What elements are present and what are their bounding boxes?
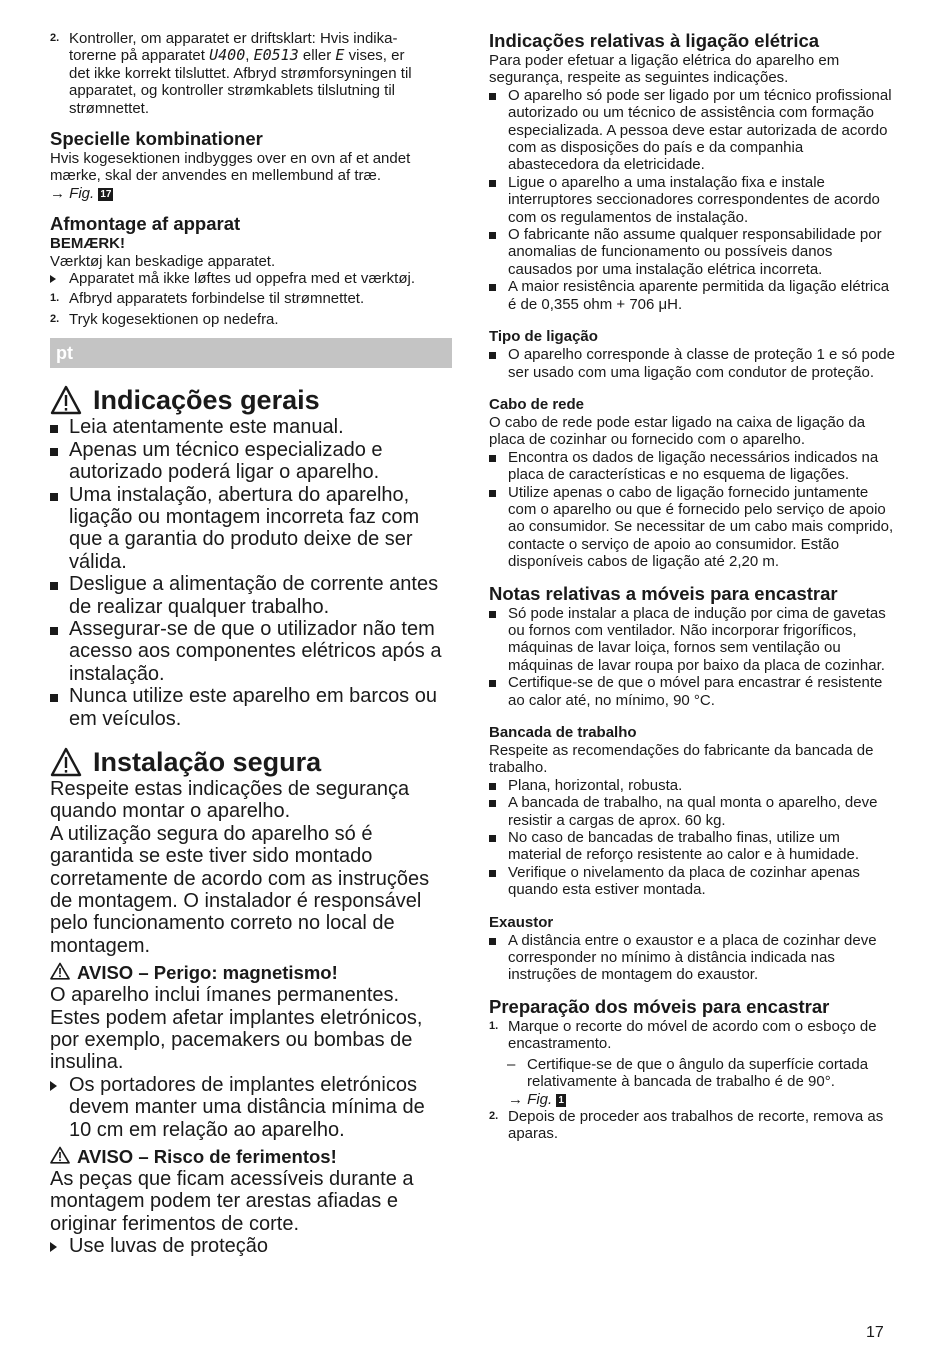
list-item-text: Plana, horizontal, robusta. bbox=[508, 776, 683, 794]
list-item-text: Assegurar-se de que o utilizador não tem acesso aos componentes elétricos após a instalação. bbox=[69, 617, 442, 685]
square-bullet-icon bbox=[489, 680, 496, 687]
warning-triangle-icon bbox=[50, 1146, 70, 1164]
list-item bbox=[50, 685, 452, 730]
kontroller-line2b: eller bbox=[298, 47, 336, 65]
segura-p2: A utilização segura do aparelho só é garantida se este tiver sido montado corretamente de acordo com as instruções de montagem. O instalador é responsável pelo funcionamento correto no local de montagem. bbox=[50, 822, 430, 957]
step-text: Depois de proceder aos trabalhos de recorte, remova as aparas. bbox=[508, 1107, 884, 1143]
arrow-bullet-icon bbox=[50, 1074, 57, 1096]
step-number: 2. bbox=[50, 32, 60, 44]
list-item-text: Encontra os dados de ligação necessários indicados na placa de características e no esquema de ligações. bbox=[508, 448, 879, 484]
square-bullet-icon bbox=[489, 783, 496, 790]
step-number: 2. bbox=[489, 1109, 499, 1122]
list-item bbox=[489, 932, 895, 984]
square-bullet-icon bbox=[489, 352, 496, 359]
arrow-bullet-icon bbox=[50, 270, 56, 287]
list-item bbox=[50, 573, 452, 618]
list-item bbox=[489, 829, 895, 864]
list-item bbox=[489, 605, 895, 675]
preparacao-step-2 bbox=[489, 1108, 895, 1143]
kontroller-line1: Kontroller, om apparatet er driftsklart: Hvis indika- bbox=[69, 30, 398, 47]
list-item-text: O fabricante não assume qualquer responsabilidade por anomalias de funcionamento ou possíveis danos causados por uma instalação elétrica incorreta. bbox=[508, 226, 882, 278]
square-bullet-icon bbox=[489, 93, 496, 100]
gerais-list bbox=[50, 416, 452, 730]
list-item-text: A bancada de trabalho, na qual monta o aparelho, deve resistir a cargas de aprox. 60 kg. bbox=[508, 794, 878, 829]
preparacao-heading: Preparação dos móveis para encastrar bbox=[489, 995, 830, 1017]
square-bullet-icon bbox=[489, 232, 496, 239]
list-item-text: Nunca utilize este aparelho em barcos ou em veículos. bbox=[69, 685, 437, 730]
kontroller-line2c: vises, er bbox=[344, 47, 405, 65]
right-column bbox=[489, 30, 895, 1143]
aviso-magnetismo-bullet bbox=[50, 1074, 452, 1141]
preparacao-substep bbox=[489, 1056, 895, 1091]
list-item bbox=[489, 449, 895, 484]
aviso-ferimentos-bullet bbox=[50, 1235, 452, 1257]
list-item-text: Apenas um técnico especializado e autorizado poderá ligar o aparelho. bbox=[69, 438, 383, 484]
square-bullet-icon bbox=[50, 694, 58, 702]
aviso-title: AVISO – Risco de ferimentos! bbox=[77, 1146, 337, 1168]
afmontage-step-2 bbox=[50, 311, 452, 328]
cabo-intro: O cabo de rede pode estar ligado na caixa de ligação da placa de cozinhar ou fornecido com o aparelho. bbox=[489, 413, 866, 449]
list-item bbox=[489, 777, 895, 794]
square-bullet-icon bbox=[489, 611, 496, 618]
list-item-text: Desligue a alimentação de corrente antes de realizar qualquer trabalho. bbox=[69, 573, 439, 618]
kontroller-sep: , bbox=[245, 47, 254, 65]
list-item-text: Verifique o nivelamento da placa de cozinhar apenas quando esta estiver montada. bbox=[508, 863, 860, 899]
square-bullet-icon bbox=[50, 582, 58, 590]
kontroller-step bbox=[50, 30, 452, 117]
display-code-e: E bbox=[335, 46, 345, 65]
square-bullet-icon bbox=[489, 870, 496, 877]
list-item-text: Certifique-se de que o móvel para encastrar é resistente ao calor até, no mínimo, 90 °C. bbox=[508, 674, 883, 709]
square-bullet-icon bbox=[50, 627, 58, 635]
figure-reference: → Fig. bbox=[50, 184, 95, 202]
dash-bullet: – bbox=[507, 1055, 516, 1073]
afmontage-bullet-text: Apparatet må ikke løftes ud oppefra med et værktøj. bbox=[69, 270, 415, 288]
aviso-magnetismo-heading bbox=[50, 962, 452, 984]
aviso-ferimentos-text: As peças que ficam acessíveis durante a montagem podem ter arestas afiadas e originar ferimentos de corte. bbox=[50, 1168, 414, 1235]
bullet-text: Os portadores de implantes eletrónicos devem manter uma distância mínima de 10 cm em relação ao aparelho. bbox=[69, 1073, 425, 1141]
segura-title: Instalação segura bbox=[93, 746, 322, 777]
list-item bbox=[489, 794, 895, 829]
aviso-magnetismo-text: O aparelho inclui ímanes permanentes. Estes podem afetar implantes eletrónicos, por exemplo, pacemakers ou bombas de insulina. bbox=[50, 984, 423, 1074]
specielle-heading: Specielle kombinationer bbox=[50, 128, 263, 150]
square-bullet-icon bbox=[489, 800, 496, 807]
specielle-text bbox=[50, 150, 452, 202]
figure-number-badge: 1 bbox=[558, 1094, 564, 1106]
step-number: 2. bbox=[50, 312, 60, 325]
exaustor-heading: Exaustor bbox=[489, 913, 554, 931]
square-bullet-icon bbox=[50, 425, 58, 433]
list-item-text: Uma instalação, abertura do aparelho, ligação ou montagem incorreta faz com que a garantia do produto deixe de ser válida. bbox=[69, 483, 420, 573]
segura-heading bbox=[50, 746, 452, 778]
list-item bbox=[489, 174, 895, 226]
bullet-text: Use luvas de proteção bbox=[69, 1235, 269, 1258]
list-item bbox=[50, 416, 452, 438]
kontroller-rest: det ikke korrekt tilsluttet. Afbryd strømforsyningen til apparatet, og kontroller strømkablets tilslutning til strømnettet. bbox=[69, 64, 412, 117]
square-bullet-icon bbox=[489, 284, 496, 291]
list-item bbox=[489, 484, 895, 571]
square-bullet-icon bbox=[489, 938, 496, 945]
step-number: 1. bbox=[50, 292, 60, 305]
warning-triangle-icon bbox=[50, 746, 82, 778]
list-item-text: Leia atentamente este manual. bbox=[69, 416, 344, 439]
list-item-text: A distância entre o exaustor e a placa de cozinhar deve corresponder no mínimo à distância indicada nas instruções de montagem do exaustor. bbox=[508, 931, 877, 984]
warning-triangle-icon bbox=[50, 384, 82, 416]
note-text: Værktøj kan beskadige apparatet. bbox=[50, 252, 276, 270]
square-bullet-icon bbox=[489, 835, 496, 842]
afmontage-heading: Afmontage af apparat bbox=[50, 213, 241, 235]
square-bullet-icon bbox=[489, 180, 496, 187]
step-text: Tryk kogesektionen op nedefra. bbox=[69, 310, 279, 328]
afmontage-step-1 bbox=[50, 290, 452, 307]
specielle-body: Hvis kogesektionen indbygges over en ovn af et andet mærke, skal der anvendes en mellembund af træ. bbox=[50, 150, 411, 185]
display-code-u400: U400 bbox=[209, 46, 246, 65]
step-number: 1. bbox=[489, 1019, 499, 1032]
aviso-title: AVISO – Perigo: magnetismo! bbox=[77, 962, 338, 984]
step-text: Afbryd apparatets forbindelse til strømnettet. bbox=[69, 290, 365, 308]
eletrica-intro: Para poder efetuar a ligação elétrica do aparelho em segurança, respeite as seguintes indicações. bbox=[489, 52, 840, 87]
left-column bbox=[50, 30, 452, 1258]
figure-number-badge: 17 bbox=[100, 188, 112, 200]
list-item-text: O aparelho corresponde à classe de proteção 1 e só pode ser usado com uma ligação com condutor de proteção. bbox=[508, 346, 895, 381]
list-item-text: No caso de bancadas de trabalho finas, utilize um material de reforço resistente ao calor e à humidade. bbox=[508, 829, 860, 864]
list-item bbox=[489, 278, 895, 313]
tipo-heading: Tipo de ligação bbox=[489, 328, 598, 346]
bancada-heading: Bancada de trabalho bbox=[489, 724, 637, 741]
list-item bbox=[489, 864, 895, 899]
bancada-intro: Respeite as recomendações do fabricante da bancada de trabalho. bbox=[489, 742, 874, 777]
display-code-e0513: E0513 bbox=[253, 46, 299, 65]
list-item bbox=[50, 618, 452, 685]
list-item bbox=[50, 439, 452, 484]
list-item-text: A maior resistência aparente permitida da ligação elétrica é de 0,355 ohm + 706 μH. bbox=[508, 278, 890, 313]
figure-reference: → Fig. bbox=[508, 1090, 553, 1108]
segura-p1: Respeite estas indicações de segurança quando montar o aparelho. bbox=[50, 777, 410, 823]
warning-triangle-icon bbox=[50, 962, 70, 980]
gerais-heading bbox=[50, 384, 452, 416]
square-bullet-icon bbox=[50, 448, 58, 456]
list-item-text: O aparelho só pode ser ligado por um técnico profissional autorizado ou um técnico de assistência com formação especializada. A pessoa deve estar autorizada de acordo com as disposições do país e da companhia abastecedora da eletricidade. bbox=[508, 86, 892, 174]
aviso-ferimentos-heading bbox=[50, 1146, 452, 1168]
step-text: Marque o recorte do móvel de acordo com o esboço de encastramento. bbox=[508, 1017, 877, 1053]
note-label: BEMÆRK! bbox=[50, 235, 125, 253]
list-item-text: Ligue o aparelho a uma instalação fixa e instale interruptores seccionadores correspondentes de acordo com os regulamentos de instalação. bbox=[508, 173, 880, 226]
cabo-heading: Cabo de rede bbox=[489, 395, 585, 413]
preparacao-figure-ref bbox=[489, 1091, 895, 1108]
substep-text: Certifique-se de que o ângulo da superfície cortada relativamente à bancada de trabalho é de 90°. bbox=[527, 1055, 869, 1091]
kontroller-line2a: torerne på apparatet bbox=[69, 47, 210, 65]
list-item-text: Só pode instalar a placa de indução por cima de gavetas ou fornos com ventilador. Não incorporar frigoríficos, máquinas de lavar loiça, fornos sem ventilação ou máquinas de lavar roupa por baixo da placa de cozinhar. bbox=[508, 604, 886, 674]
list-item bbox=[489, 226, 895, 278]
square-bullet-icon bbox=[489, 490, 496, 497]
preparacao-step-1 bbox=[489, 1018, 895, 1053]
list-item bbox=[489, 87, 895, 174]
page-number: 17 bbox=[866, 1324, 884, 1341]
list-item-text: Utilize apenas o cabo de ligação fornecido juntamente com o aparelho ou que é fornecido pelo serviço de apoio ao consumidor. Se necessitar de um cabo mais comprido, contacte o serviço de apoio ao consumidor. Estão disponíveis cabos de ligação até 2,20 m. bbox=[508, 483, 894, 571]
moveis-heading: Notas relativas a móveis para encastrar bbox=[489, 582, 838, 604]
language-bar: pt bbox=[50, 338, 452, 368]
list-item bbox=[489, 674, 895, 709]
arrow-bullet-icon bbox=[50, 1235, 57, 1257]
list-item bbox=[489, 346, 895, 381]
list-item bbox=[50, 484, 452, 574]
square-bullet-icon bbox=[489, 455, 496, 462]
square-bullet-icon bbox=[50, 493, 58, 501]
gerais-title: Indicações gerais bbox=[93, 385, 320, 416]
eletrica-heading: Indicações relativas à ligação elétrica bbox=[489, 30, 820, 51]
afmontage-bullet bbox=[50, 270, 452, 287]
